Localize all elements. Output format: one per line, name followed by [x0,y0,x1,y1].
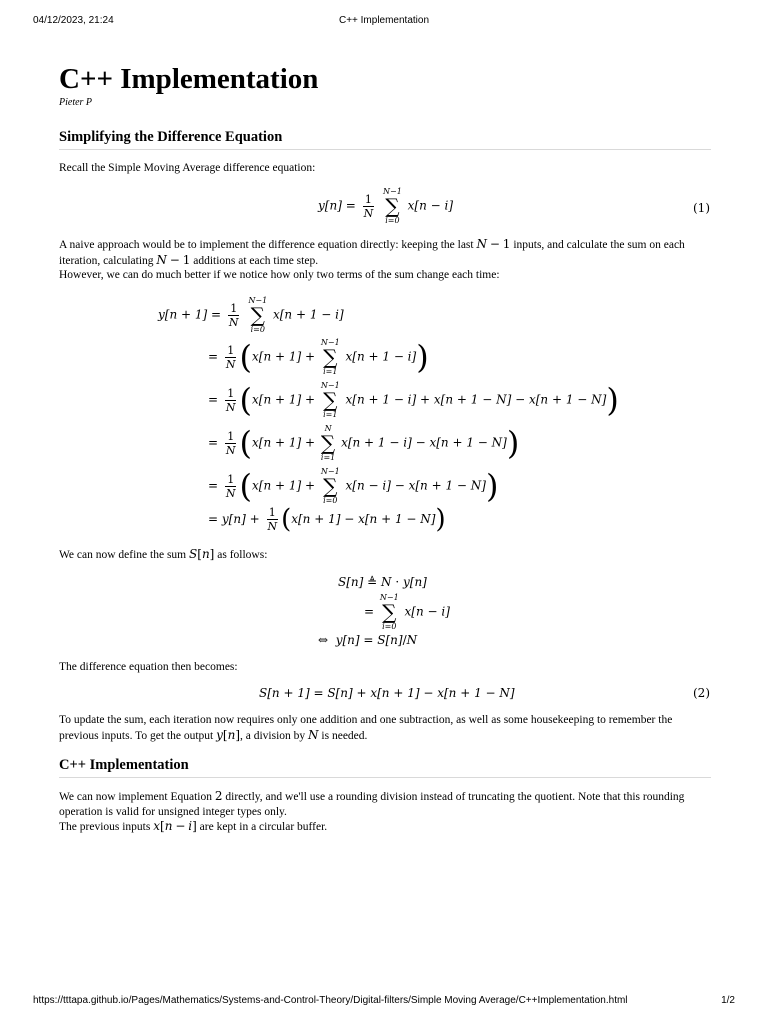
equation-1: y[n] = $\frac{1}{N}$ N−1 ∑ i=0 x[n − i] [318,187,454,225]
paragraph-recall [59,161,711,176]
equation-2: S[n + 1] = S[n] + x[n + 1] − x[n + 1 − N] [259,686,515,700]
print-header [0,15,768,31]
paragraph-implement [59,789,711,835]
sum-definition-line-1: S[n] ≜ N · y[n] [338,575,427,589]
define-sum-text-a: We can now define the sum [59,549,187,561]
section-heading-cpp: C++ Implementation [59,757,711,778]
paragraph-recall-text: Recall the Simple Moving Average difference equation: [59,162,316,174]
implement-text-b: directly, and we'll use a rounding division instead of truncating the quotient. Note that this rounding operation is valid for unsigned integer types only. [59,791,685,818]
circular-text-b: are kept in a circular buffer. [199,821,328,833]
paragraph-define-sum-text: We can now define the sum S[n] as follows: [59,547,268,561]
sum-definition-line-2: = N−1 ∑ i=0 x[n − i] [364,593,450,631]
paragraph-define-sum [59,547,711,563]
equation-reference-link[interactable]: 2 [214,789,223,803]
derivation-line-2: = $\frac{1}{N}$ (x[n + 1] + N−1 ∑ i=1 x[n + 1 − i]) [208,338,429,376]
define-sum-text-b: as follows: [217,549,268,561]
paragraph-becomes-text: The difference equation then becomes: [59,661,238,673]
paragraph-implement-text: We can now implement Equation 2 directly, and we'll use a rounding division instead of truncating the quotient. Note that this rounding operation is valid for unsigned integer types only. The previous inputs x[n − i] are kept in a circular buffer. [59,789,685,833]
page-title: C++ Implementation [59,63,319,95]
sum-definition-line-3: ⇔ y[n] = S[n]/N [318,633,418,647]
naive-text-b: inputs, and calculate the sum on each iteration, calculating [59,239,685,267]
derivation-line-4: = $\frac{1}{N}$ (x[n + 1] + N ∑ i=1 x[n + 1 − i] − x[n + 1 − N]) [208,424,520,462]
section-cpp-implementation [59,757,711,778]
print-datetime: 04/12/2023, 21:24 [33,15,114,26]
equation-1-number: (1) [693,201,710,215]
paragraph-naive [59,237,711,283]
update-text-b: , a division by [240,729,306,742]
naive-text-c: additions at each time step. [193,254,319,267]
update-text-a: To update the sum, each iteration now requires only one addition and one subtraction, as well as some housekeeping to remember the previous inputs. To get the output [59,714,673,742]
paragraph-update-text: To update the sum, each iteration now requires only one addition and one subtraction, as well as some housekeeping to remember the previous inputs. To get the output y[n], a division by N is needed. [59,714,673,742]
update-text-c: is needed. [321,729,368,742]
print-url[interactable]: https://tttapa.github.io/Pages/Mathematics/Systems-and-Control-Theory/Digital-filters/Simple Moving Average/C++Implementation.html [33,995,628,1006]
section-heading-simplifying: Simplifying the Difference Equation [59,129,711,150]
naive-text-a: A naive approach would be to implement the difference equation directly: keeping the last [59,239,474,251]
derivation-line-5: = $\frac{1}{N}$ (x[n + 1] + N−1 ∑ i=0 x[n − i] − x[n + 1 − N]) [208,467,499,505]
derivation-line-1: y[n + 1] = $\frac{1}{N}$ N−1 ∑ i=0 x[n + 1 − i] [158,296,344,334]
naive-text-line2: However, we can do much better if we notice how only two terms of the sum change each time: [59,269,500,281]
circular-text-a: The previous inputs [59,821,151,833]
paragraph-update [59,713,711,743]
derivation-line-3: = $\frac{1}{N}$ (x[n + 1] + N−1 ∑ i=1 x[n + 1 − i] + x[n + 1 − N] − x[n + 1 − N]) [208,381,619,419]
equation-2-number: (2) [693,686,710,700]
author-name: Pieter P [59,97,93,108]
print-page-number: 1/2 [721,995,735,1006]
implement-text-a: We can now implement Equation [59,791,213,803]
print-title: C++ Implementation [338,15,430,26]
document-body [59,62,711,108]
paragraph-becomes [59,660,711,675]
section-simplifying [59,129,711,150]
derivation-line-6: = y[n] + $\frac{1}{N}$ (x[n + 1] − x[n + 1 − N]) [208,504,446,535]
paragraph-naive-text: A naive approach would be to implement the difference equation directly: keeping the last N − 1 inputs, and calculate the sum on each iteration, calculating N − 1 additions at each time step. However, we can do much better if we notice how only two terms of the sum change each time: [59,237,685,281]
